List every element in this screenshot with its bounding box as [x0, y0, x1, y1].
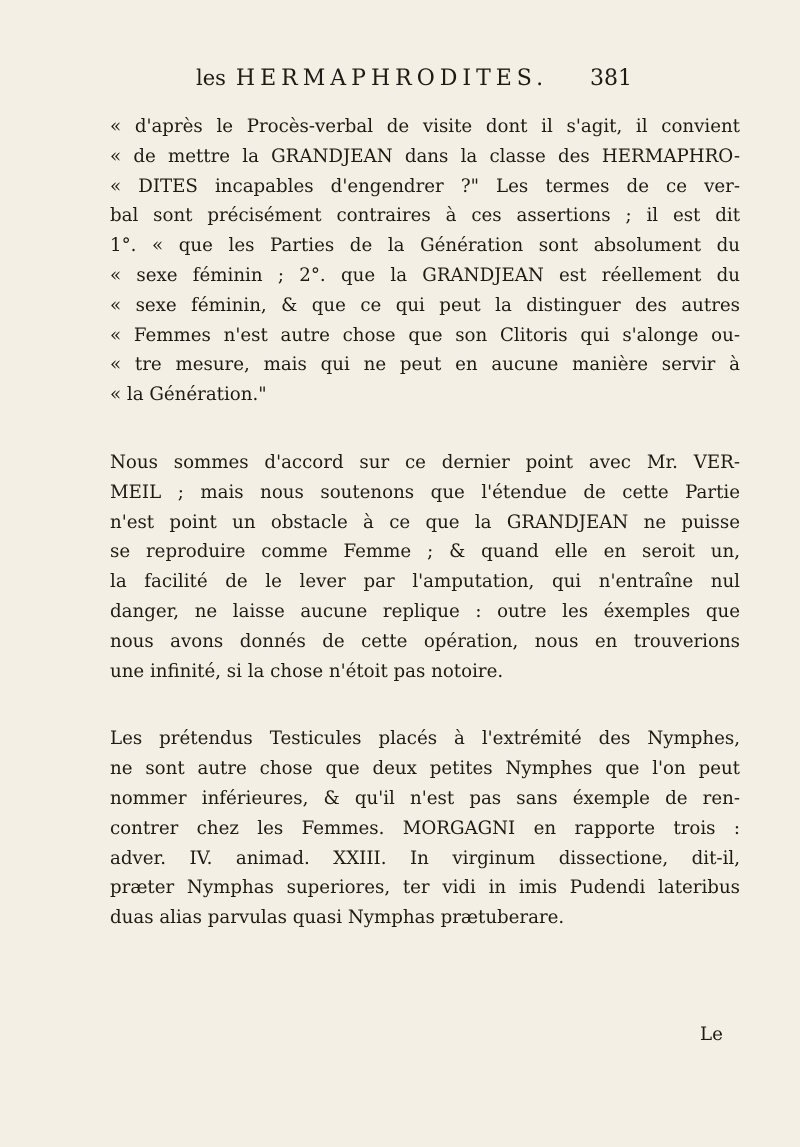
paragraph-1	[110, 112, 740, 410]
text-line: « de mettre la GRANDJEAN dans la classe des HERMAPHRO-	[110, 145, 740, 167]
text-line: duas alias parvulas quasi Nymphas prætuberare.	[110, 907, 565, 929]
text-line: adver. IV. animad. XXIII. In virginum dissectione, dit-il,	[110, 847, 740, 869]
text-line: præter Nymphas superiores, ter vidi in imis Pudendi lateribus	[110, 877, 740, 899]
text-line: MEIL ; mais nous soutenons que l'étendue de cette Partie	[110, 481, 740, 503]
running-head	[196, 66, 548, 91]
text-line: « tre mesure, mais qui ne peut en aucune manière servir à	[110, 354, 740, 376]
catchword: Le	[700, 1024, 723, 1045]
body-text	[110, 112, 740, 933]
text-line: « d'après le Procès-verbal de visite dont il s'agit, il convient	[110, 116, 740, 137]
text-line: Les prétendus Testicules placés à l'extrémité des Nymphes,	[110, 728, 740, 750]
text-line: la facilité de le lever par l'amputation, qui n'entraîne nul	[110, 571, 740, 593]
text-line: nommer inférieures, & qu'il n'est pas sans éxemple de ren-	[110, 787, 740, 809]
text-line: se reproduire comme Femme ; & quand elle en seroit un,	[110, 541, 740, 563]
text-line: Nous sommes d'accord sur ce dernier point avec Mr. VER-	[110, 451, 740, 473]
text-line: « la Génération."	[110, 384, 267, 406]
text-line: bal sont précisément contraires à ces assertions ; il est dit	[110, 205, 740, 227]
page-number: 381	[590, 66, 632, 91]
text-line: nous avons donnés de cette opération, nous en trouverions	[110, 630, 740, 652]
running-head-title: HERMAPHRODITES.	[235, 66, 549, 91]
text-line: n'est point un obstacle à ce que la GRANDJEAN ne puisse	[110, 511, 740, 533]
text-line: ne sont autre chose que deux petites Nymphes que l'on peut	[110, 758, 740, 780]
page-header	[0, 66, 800, 106]
running-head-prefix: les	[196, 66, 226, 90]
paragraph-2	[110, 448, 740, 686]
text-line: « Femmes n'est autre chose que son Clitoris qui s'alonge ou-	[110, 324, 740, 346]
paragraph-3	[110, 724, 740, 933]
text-line: « sexe féminin ; 2°. que la GRANDJEAN est réellement du	[110, 264, 740, 286]
text-line: 1°. « que les Parties de la Génération sont absolument du	[110, 235, 740, 257]
text-line: « DITES incapables d'engendrer ?" Les termes de ce ver-	[110, 175, 740, 197]
text-line: une infinité, si la chose n'étoit pas notoire.	[110, 660, 504, 682]
text-line: « sexe féminin, & que ce qui peut la distinguer des autres	[110, 294, 740, 316]
text-line: danger, ne laisse aucune replique : outre les éxemples que	[110, 600, 740, 622]
text-line: contrer chez les Femmes. MORGAGNI en rapporte trois :	[110, 817, 740, 839]
